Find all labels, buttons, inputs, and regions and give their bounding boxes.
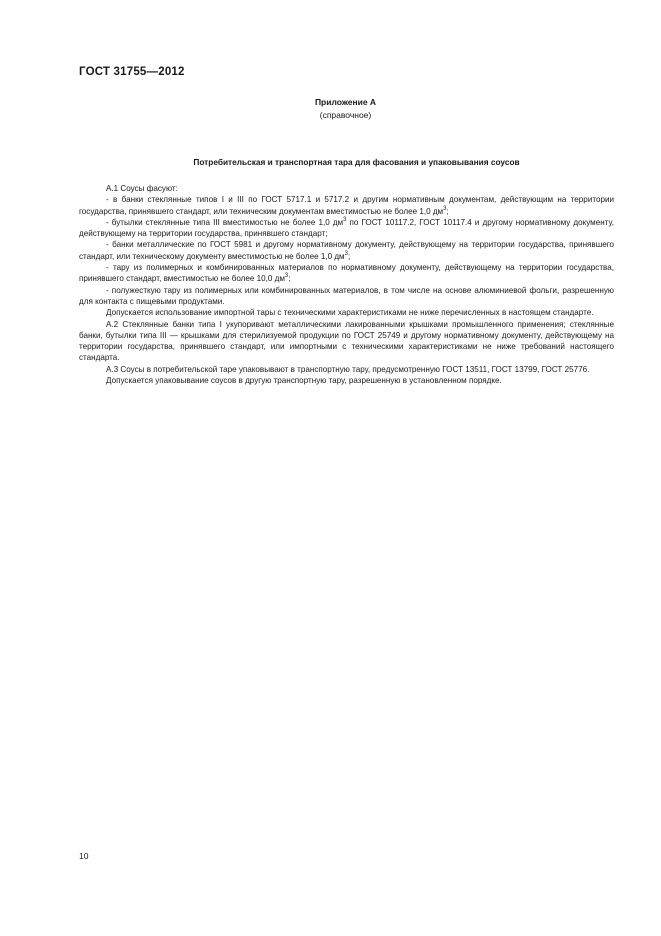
list-item-semi-rigid-containers: - полужесткую тару из полимерных или комбинированных материалов, в том числе на основе алюминиевой фольги, разрешенную для контакта с пищевыми продуктами.	[79, 285, 614, 306]
list-item-metal-cans	[79, 239, 614, 262]
paragraph-a1-note: Допускается использование импортной тары с техническими характеристиками не ниже перечисленных в настоящем стандарте.	[106, 308, 594, 318]
document-body	[79, 183, 614, 386]
list-item-tail: ;	[288, 274, 291, 284]
list-item-text-continued: по ГОСТ 10117.2, ГОСТ 10117.4 и другому нормативному документу, действующему на территории государства, принявшего стандарт;	[79, 217, 614, 239]
list-item-glass-bottles	[79, 217, 614, 240]
list-item-text: - в банки стеклянные типов I и III по ГОСТ 5717.1 и 5717.2 и другим нормативным документам, действующим на территории государства, принявшего стандарт, или техническим документам вместимостью не более 1,0 дм	[79, 195, 614, 216]
list-item-text: - тару из полимерных и комбинированных материалов по нормативному документу, действующему на территории государства, принявшего стандарт, вместимостью не более 10,0 дм	[79, 263, 614, 284]
superscript: 3	[344, 250, 348, 257]
appendix-name: Приложение А	[314, 97, 377, 107]
list-item-polymer-containers	[79, 262, 614, 285]
paragraph-a3-note: Допускается упаковывание соусов в другую транспортную тару, разрешенную в установленном порядке.	[106, 376, 502, 386]
superscript: 3	[343, 216, 347, 223]
list-item-tail: ;	[347, 251, 351, 261]
page-number: 10	[79, 851, 89, 861]
section-title: Потребительская и транспортная тара для фасования и упаковывания соусов	[193, 157, 520, 167]
appendix-heading	[0, 96, 661, 122]
appendix-kind: (справочное)	[319, 110, 372, 120]
superscript: 3	[284, 273, 289, 280]
list-item-glass-jars	[79, 194, 614, 217]
superscript: 3	[443, 205, 447, 212]
list-item-text: - бутылки стеклянные типа III вместимостью не более 1,0 дм	[106, 217, 344, 227]
list-item-tail: ;	[446, 206, 449, 216]
standard-header: ГОСТ 31755—2012	[79, 66, 185, 78]
paragraph-a2: А.2 Стеклянные банки типа I укупоривают металлическими лакированными крышками промышленного применения; стеклянные банки, бутылки типа III — крышками для стерилизуемой продукции по ГОСТ 25749 и другому нормативному документу, действующему на территории государства, принявшего стандарт, или импортными с техническими характеристиками не ниже требований настоящего стандарта.	[79, 319, 614, 363]
list-item-text: - банки металлические по ГОСТ 5981 и другому нормативному документу, действующему на территории государства, принявшего стандарт, или техническому документу вместимостью не более 1,0 дм	[79, 240, 614, 261]
paragraph-a1-intro: А.1 Соусы фасуют:	[106, 184, 178, 193]
paragraph-a3: А.3 Соусы в потребительской таре упаковывают в транспортную тару, предусмотренную ГОСТ 13511, ГОСТ 13799, ГОСТ 25776.	[106, 364, 590, 374]
